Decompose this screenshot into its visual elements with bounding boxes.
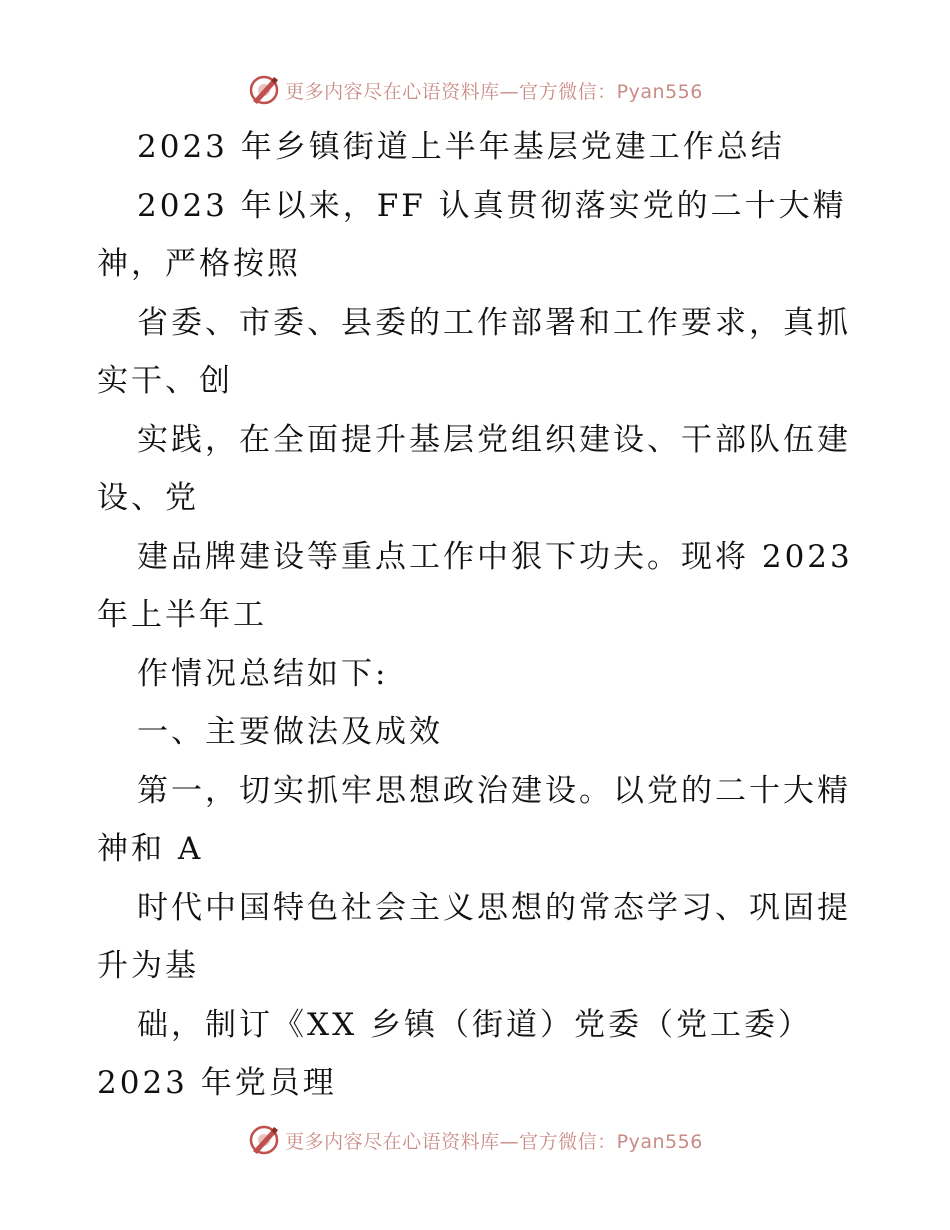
paragraph-line: 神，严格按照 [97, 246, 301, 282]
paragraph-line: 年上半年工 [97, 597, 267, 633]
pen-logo-icon [247, 73, 281, 107]
pen-logo-icon [247, 1123, 281, 1157]
paragraph-line: 神和 A [97, 831, 204, 867]
paragraph-line: 省委、市委、县委的工作部署和工作要求，真抓 [137, 304, 851, 341]
paragraph-line: 时代中国特色社会主义思想的常态学习、巩固提 [137, 889, 851, 926]
paragraph-line: 设、党 [97, 480, 199, 516]
footer-watermark [0, 1120, 950, 1160]
watermark-text: 更多内容尽在心语资料库—官方微信：Pyan556 [285, 80, 703, 103]
document-title: 2023 年乡镇街道上半年基层党建工作总结 [137, 129, 785, 165]
paragraph-line: 实践，在全面提升基层党组织建设、干部队伍建 [137, 421, 851, 458]
header-watermark [0, 70, 950, 110]
paragraph-line: 升为基 [97, 948, 199, 984]
paragraph-line: 第一，切实抓牢思想政治建设。以党的二十大精 [137, 772, 851, 809]
paragraph-line: 作情况总结如下: [137, 655, 389, 692]
section-heading: 一、主要做法及成效 [137, 714, 443, 750]
paragraph-line: 2023 年以来，FF 认真贯彻落实党的二十大精 [137, 187, 847, 224]
watermark-text: 更多内容尽在心语资料库—官方微信：Pyan556 [285, 1130, 703, 1153]
paragraph-line: 建品牌建设等重点工作中狠下功夫。现将 2023 [137, 538, 853, 575]
paragraph-line: 2023 年党员理 [97, 1065, 337, 1101]
document-body [97, 118, 857, 1113]
paragraph-line: 础，制订《XX 乡镇（街道）党委（党工委） [137, 1006, 812, 1043]
paragraph-line: 实干、创 [97, 363, 233, 399]
